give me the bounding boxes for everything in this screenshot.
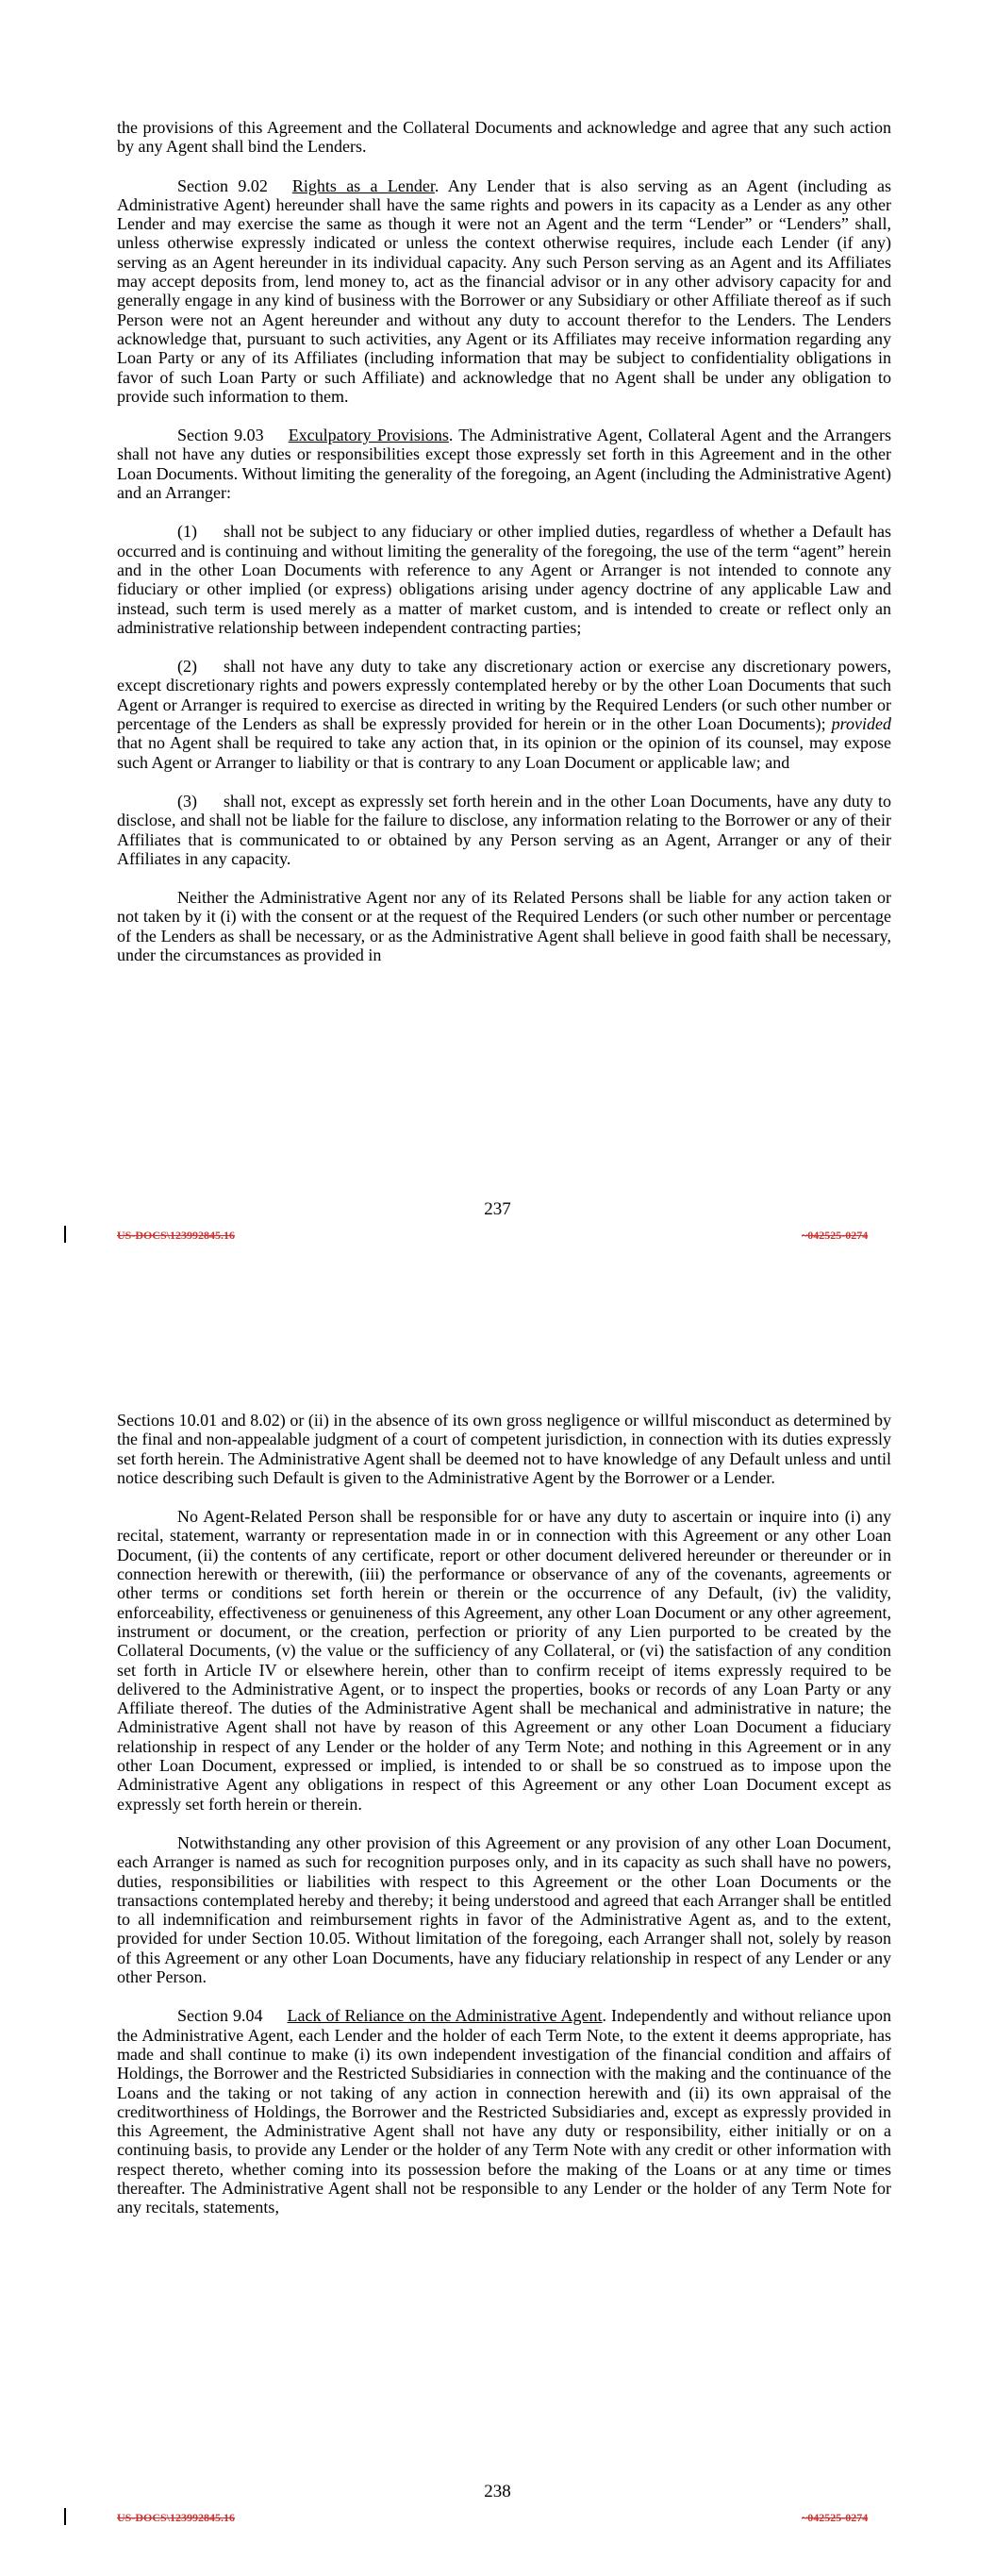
paragraph-arranger: Notwithstanding any other provision of this Agreement or any provision of any other Loan Document, each Arranger is named as such for recognition purposes only, and in its capacity as such shall have no powers, duties, responsibilities or liabilities with respect to this Agreement or the other Loan Documents or the transactions contemplated hereby and thereby; it being understood and agreed that each Arranger shall be entitled to all indemnification and reimbursement rights in favor of the Administrative Agent as, and to the extent, provided for under Section 10.05. Without limitation of the foregoing, each Arranger shall not, solely by reason of this Agreement or any other Loan Documents, have any fiduciary relationship in respect of any Lender or any other Person. [117,1832,891,1987]
list-text-italic: provided [831,714,891,734]
footer-matter-number: ~042525-0274 [802,2511,869,2524]
paragraph-agent-related-person: No Agent-Related Person shall be responsible for or have any duty to ascertain or inquire into (i) any recital, statement, warranty or representation made in or in connection with this Agreement or any other Loan Document, (ii) the contents of any certificate, report or other document delivered hereunder or thereunder or in connection herewith or therewith, (iii) the performance or observance of any of the covenants, agreements or other terms or conditions set forth herein or therein or the occurrence of any Default, (iv) the validity, enforceability, effectiveness or genuineness of this Agreement, any other Loan Document or any other agreement, instrument or document, or the creation, perfection or priority of any Lien purported to be created by the Collateral Documents, (v) the value or the sufficiency of any Collateral, or (vi) the satisfaction of any condition set forth in Article IV or elsewhere herein, other than to confirm receipt of items expressly required to be delivered to the Administrative Agent, or to inspect the properties, books or records of any Loan Party or any Affiliate thereof. The duties of the Administrative Agent shall be mechanical and administrative in nature; the Administrative Agent shall not have by reason of this Agreement or any other Loan Document a fiduciary relationship in respect of any Lender or the holder of any Term Note; and nothing in this Agreement or in any other Loan Document, expressed or implied, is intended to or shall be so construed as to impose upon the Administrative Agent any obligations in respect of this Agreement or any other Loan Document except as expressly set forth herein or therein. [117,1507,891,1814]
section-label: Section 9.02 [177,176,268,195]
section-body: . Independently and without reliance upon the Administrative Agent, each Lender and the holder of each Term Note, to the extent it deems appropriate, has made and shall continue to make (i) its own independent investigation of the financial condition and affairs of Holdings, the Borrower and the Restricted Subsidiaries in connection with the making and the continuance of the Loans and the taking or not taking of any action in connection herewith and (ii) its own appraisal of the creditworthiness of Holdings, the Borrower and the Restricted Subsidiaries and, except as expressly provided in this Agreement, the Administrative Agent shall not have any duty or responsibility, either initially or on a continuing basis, to provide any Lender or the holder of any Term Note with any credit or other information with respect thereto, whether coming into its possession before the making of the Loans or at any time or times thereafter. The Administrative Agent shall not be responsible to any Lender or the holder of any Term Note for any recitals, statements, [117,2006,891,2217]
page2-body [117,1411,891,2217]
paragraph-neither: Neither the Administrative Agent nor any of its Related Persons shall be liable for any action taken or not taken by it (i) with the consent or at the request of the Required Lenders (or such other number or percentage of the Lenders as shall be necessary, or as the Administrative Agent shall believe in good faith shall be necessary, under the circumstances as provided in [117,888,891,964]
list-text: shall not, except as expressly set forth herein and in the other Loan Documents, have any duty to disclose, and shall not be liable for the failure to disclose, any information relating to the Borrower or any of their Affiliates that is communicated to or obtained by any Person serving as an Agent, Arranger or any of their Affiliates in any capacity. [117,791,891,868]
list-item-2 [117,657,891,772]
list-text: shall not have any duty to take any discretionary action or exercise any discretionary powers, except discretionary rights and powers expressly contemplated hereby or by the other Loan Documents that such Agent or Arranger is required to exercise as directed in writing by the Required Lenders (or such other number or percentage of the Lenders as shall be expressly provided for herein or in the other Loan Documents); [117,657,891,734]
list-number: (2) [177,657,197,677]
list-text: that no Agent shall be required to take any action that, in its opinion or the opinion of its counsel, may expose such Agent or Arranger to liability or that is contrary to any Loan Document or applicable law; and [117,733,891,772]
section-9-03 [117,426,891,502]
section-title: Rights as a Lender [291,176,435,195]
list-number: (1) [177,522,197,542]
section-9-02 [117,176,891,407]
page-number: 237 [484,1199,511,1219]
section-label: Section 9.04 [177,2006,263,2026]
list-item-3 [117,792,891,868]
section-title: Lack of Reliance on the Administrative Agent [287,2006,603,2026]
section-label: Section 9.03 [177,426,264,445]
section-9-04 [117,2006,891,2216]
page-number: 238 [484,2482,511,2501]
list-item-1 [117,522,891,637]
section-body: . Any Lender that is also serving as an Agent (including as Administrative Agent) hereunder shall have the same rights and powers in its capacity as a Lender as any other Lender and may exercise the same as though it were not an Agent and the term “Lender” or “Lenders” shall, unless otherwise expressly indicated or unless the context otherwise requires, include each Lender (if any) serving as an Agent hereunder in its individual capacity. Any such Person serving as an Agent and its Affiliates may accept deposits from, lend money to, act as the financial advisor or in any other advisory capacity for and generally engage in any kind of business with the Borrower or any Subsidiary or other Affiliate thereof as if such Person were not an Agent hereunder and without any duty to account therefor to the Lenders. The Lenders acknowledge that, pursuant to such activities, any Agent or its Affiliates may receive information regarding any Loan Party or any of its Affiliates (including information that may be subject to confidentiality obligations in favor of such Loan Party or such Affiliate) and acknowledge that no Agent shall be under any obligation to provide such information to them. [117,176,891,406]
section-body: . The Administrative Agent, Collateral Agent and the Arrangers shall not have any duties or responsibilities except those expressly set forth in this Agreement and in the other Loan Documents. Without limiting the generality of the foregoing, an Agent (including the Administrative Agent) and an Arranger: [117,426,891,503]
section-title: Exculpatory Provisions [288,426,449,445]
change-bar [64,1226,66,1243]
paragraph-continuation: Sections 10.01 and 8.02) or (ii) in the absence of its own gross negligence or willful misconduct as determined by the final and non-appealable judgment of a court of competent jurisdiction, in connection with its duties expressly set forth herein. The Administrative Agent shall be deemed not to have knowledge of any Default unless and until notice describing such Default is given to the Administrative Agent by the Borrower or a Lender. [117,1411,891,1487]
page1-body [117,118,891,964]
paragraph-continuation: the provisions of this Agreement and the Collateral Documents and acknowledge and agree that any such action by any Agent shall bind the Lenders. [117,118,891,157]
change-bar [64,2508,66,2525]
list-number: (3) [177,791,197,811]
footer-doc-id: US-DOCS\123992845.16 [117,2511,236,2524]
footer-matter-number: ~042525-0274 [802,1229,869,1242]
footer-doc-id: US-DOCS\123992845.16 [117,1229,236,1242]
list-text: shall not be subject to any fiduciary or other implied duties, regardless of whether a Default has occurred and is continuing and without limiting the generality of the foregoing, the use of the term “agent” herein and in the other Loan Documents with reference to any Agent or Arranger is not intended to connote any fiduciary or other implied (or express) obligations arising under agency doctrine of any applicable Law and instead, such term is used merely as a matter of market custom, and is intended to create or reflect only an administrative relationship between independent contracting parties; [117,522,891,637]
